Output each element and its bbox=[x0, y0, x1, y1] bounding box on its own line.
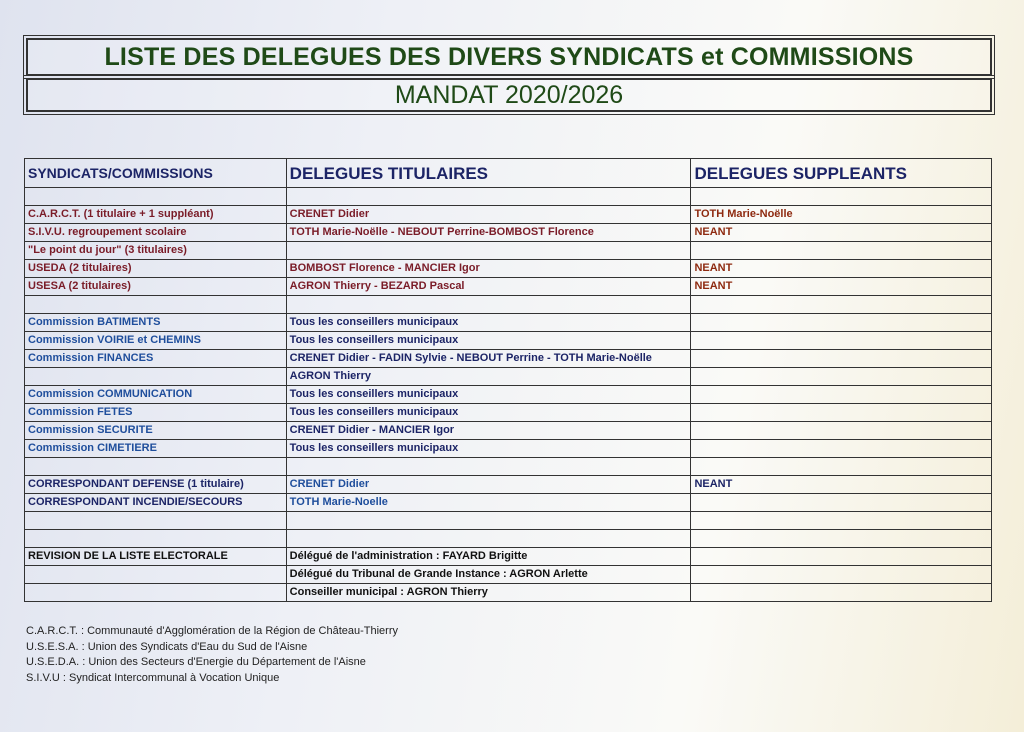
table-row bbox=[25, 350, 992, 368]
table-row bbox=[25, 314, 992, 332]
header-syndicats: SYNDICATS/COMMISSIONS bbox=[25, 159, 287, 188]
row-suppleants bbox=[691, 440, 992, 458]
table-row bbox=[25, 584, 992, 602]
row-suppleants: TOTH Marie-Noëlle bbox=[691, 206, 992, 224]
row-titulaires: Tous les conseillers municipaux bbox=[286, 404, 691, 422]
row-suppleants bbox=[691, 314, 992, 332]
row-suppleants: NEANT bbox=[691, 224, 992, 242]
row-titulaires: Délégué de l'administration : FAYARD Brigitte bbox=[286, 548, 691, 566]
row-suppleants bbox=[691, 422, 992, 440]
table-row bbox=[25, 404, 992, 422]
row-suppleants bbox=[691, 530, 992, 548]
table-row bbox=[25, 512, 992, 530]
table-row bbox=[25, 206, 992, 224]
row-name bbox=[25, 188, 287, 206]
row-name: USEDA (2 titulaires) bbox=[25, 260, 287, 278]
row-suppleants bbox=[691, 188, 992, 206]
row-name bbox=[25, 296, 287, 314]
row-titulaires bbox=[286, 242, 691, 260]
row-titulaires: Tous les conseillers municipaux bbox=[286, 386, 691, 404]
table-header-row bbox=[25, 159, 992, 188]
row-name: Commission BATIMENTS bbox=[25, 314, 287, 332]
row-name: "Le point du jour" (3 titulaires) bbox=[25, 242, 287, 260]
row-name: CORRESPONDANT DEFENSE (1 titulaire) bbox=[25, 476, 287, 494]
row-name: Commission COMMUNICATION bbox=[25, 386, 287, 404]
table-row bbox=[25, 260, 992, 278]
delegates-table bbox=[24, 158, 992, 602]
row-suppleants bbox=[691, 296, 992, 314]
table-row bbox=[25, 566, 992, 584]
row-titulaires: CRENET Didier - FADIN Sylvie - NEBOUT Perrine - TOTH Marie-Noëlle bbox=[286, 350, 691, 368]
table-row bbox=[25, 494, 992, 512]
row-name bbox=[25, 530, 287, 548]
row-name: Commission CIMETIERE bbox=[25, 440, 287, 458]
row-titulaires: CRENET Didier bbox=[286, 476, 691, 494]
table-row bbox=[25, 368, 992, 386]
row-titulaires: AGRON Thierry bbox=[286, 368, 691, 386]
table-row bbox=[25, 476, 992, 494]
row-suppleants bbox=[691, 368, 992, 386]
header-suppleants: DELEGUES SUPPLEANTS bbox=[691, 159, 992, 188]
row-titulaires bbox=[286, 458, 691, 476]
row-name: C.A.R.C.T. (1 titulaire + 1 suppléant) bbox=[25, 206, 287, 224]
row-titulaires: AGRON Thierry - BEZARD Pascal bbox=[286, 278, 691, 296]
row-titulaires bbox=[286, 530, 691, 548]
row-suppleants bbox=[691, 512, 992, 530]
row-suppleants bbox=[691, 566, 992, 584]
row-titulaires: Délégué du Tribunal de Grande Instance : AGRON Arlette bbox=[286, 566, 691, 584]
table-row bbox=[25, 242, 992, 260]
row-name bbox=[25, 368, 287, 386]
table-row bbox=[25, 278, 992, 296]
row-suppleants bbox=[691, 350, 992, 368]
table-row bbox=[25, 458, 992, 476]
note-useda: U.S.E.D.A. : Union des Secteurs d'Energie du Département de l'Aisne bbox=[26, 656, 366, 668]
row-titulaires: Tous les conseillers municipaux bbox=[286, 440, 691, 458]
abbreviations-legend bbox=[26, 624, 398, 686]
row-suppleants bbox=[691, 458, 992, 476]
note-usesa: U.S.E.S.A. : Union des Syndicats d'Eau du Sud de l'Aisne bbox=[26, 640, 308, 653]
row-suppleants bbox=[691, 242, 992, 260]
table-row bbox=[25, 188, 992, 206]
row-titulaires bbox=[286, 296, 691, 314]
row-name: Commission SECURITE bbox=[25, 422, 287, 440]
row-titulaires: CRENET Didier bbox=[286, 206, 691, 224]
note-sivu: S.I.V.U : Syndicat Intercommunal à Vocation Unique bbox=[26, 671, 280, 684]
row-titulaires bbox=[286, 188, 691, 206]
table-row bbox=[25, 332, 992, 350]
row-titulaires: BOMBOST Florence - MANCIER Igor bbox=[286, 260, 691, 278]
row-suppleants bbox=[691, 386, 992, 404]
table-row bbox=[25, 530, 992, 548]
row-titulaires: Tous les conseillers municipaux bbox=[286, 314, 691, 332]
row-name: REVISION DE LA LISTE ELECTORALE bbox=[25, 548, 287, 566]
row-name bbox=[25, 584, 287, 602]
row-suppleants bbox=[691, 548, 992, 566]
row-suppleants: NEANT bbox=[691, 278, 992, 296]
table-row bbox=[25, 386, 992, 404]
row-name: Commission VOIRIE et CHEMINS bbox=[25, 332, 287, 350]
row-titulaires: TOTH Marie-Noëlle - NEBOUT Perrine-BOMBOST Florence bbox=[286, 224, 691, 242]
row-suppleants bbox=[691, 494, 992, 512]
table-row bbox=[25, 548, 992, 566]
row-name: S.I.V.U. regroupement scolaire bbox=[25, 224, 287, 242]
row-suppleants bbox=[691, 332, 992, 350]
note-carct: C.A.R.C.T. : Communauté d'Agglomération de la Région de Château-Thierry bbox=[26, 625, 399, 637]
row-suppleants bbox=[691, 404, 992, 422]
row-titulaires bbox=[286, 512, 691, 530]
table-row bbox=[25, 422, 992, 440]
row-titulaires: TOTH Marie-Noelle bbox=[286, 494, 691, 512]
document-title: LISTE DES DELEGUES DES DIVERS SYNDICATS et COMMISSIONS bbox=[26, 38, 992, 76]
mandate-subtitle: MANDAT 2020/2026 bbox=[26, 78, 992, 112]
row-titulaires: CRENET Didier - MANCIER Igor bbox=[286, 422, 691, 440]
row-suppleants: NEANT bbox=[691, 260, 992, 278]
row-suppleants: NEANT bbox=[691, 476, 992, 494]
row-titulaires: Tous les conseillers municipaux bbox=[286, 332, 691, 350]
table-row bbox=[25, 224, 992, 242]
row-name: Commission FINANCES bbox=[25, 350, 287, 368]
row-name: USESA (2 titulaires) bbox=[25, 278, 287, 296]
row-name bbox=[25, 458, 287, 476]
row-titulaires: Conseiller municipal : AGRON Thierry bbox=[286, 584, 691, 602]
row-name bbox=[25, 566, 287, 584]
row-name: CORRESPONDANT INCENDIE/SECOURS bbox=[25, 494, 287, 512]
table-row bbox=[25, 296, 992, 314]
row-name: Commission FETES bbox=[25, 404, 287, 422]
row-suppleants bbox=[691, 584, 992, 602]
header-titulaires: DELEGUES TITULAIRES bbox=[286, 159, 691, 188]
table-row bbox=[25, 440, 992, 458]
row-name bbox=[25, 512, 287, 530]
